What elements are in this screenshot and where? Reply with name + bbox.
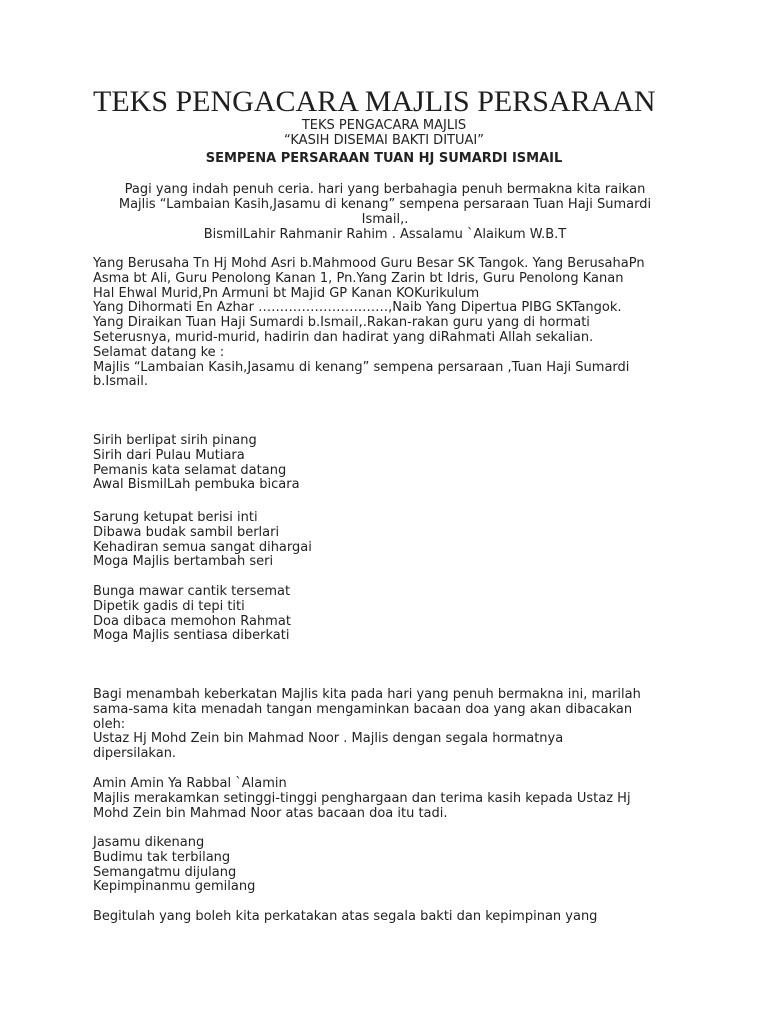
pantun-line: Sirih dari Pulau Mutiara bbox=[93, 447, 245, 463]
verse-line: Jasamu dikenang bbox=[93, 835, 205, 850]
doa-invite-paragraph bbox=[93, 688, 683, 762]
pantun-line: Moga Majlis bertambah seri bbox=[93, 554, 274, 570]
verse-block bbox=[93, 836, 683, 895]
greetings-line: Hal Ehwal Murid,Pn Armuni bt Majid GP Kanan KOKurikulum bbox=[93, 285, 480, 301]
pantun-line: Pemanis kata selamat datang bbox=[93, 462, 287, 478]
subtitle-3: SEMPENA PERSARAAN TUAN HJ SUMARDI ISMAIL bbox=[205, 151, 563, 166]
thanks-line: Amin Amin Ya Rabbal `Alamin bbox=[93, 776, 287, 791]
greetings-line: Yang Dihormati En Azhar …………………………,Naib Yang Dipertua PIBG SKTangok. bbox=[93, 300, 622, 316]
closing-line: Begitulah yang boleh kita perkatakan atas segala bakti dan kepimpinan yang bbox=[93, 909, 598, 924]
pantun-line: Dibawa budak sambil berlari bbox=[93, 524, 280, 540]
pantun-line: Bunga mawar cantik tersemat bbox=[93, 584, 291, 599]
verse-line: Semangatmu dijulang bbox=[93, 864, 237, 880]
greetings-line: Asma bt Ali, Guru Penolong Kanan 1, Pn.Yang Zarin bt Idris, Guru Penolong Kanan bbox=[93, 270, 624, 286]
opening-line: BismilLahir Rahmanir Rahim . Assalamu `Alaikum W.B.T bbox=[203, 227, 567, 242]
pantun-line: Moga Majlis sentiasa diberkati bbox=[93, 628, 290, 644]
verse-line: Budimu tak terbilang bbox=[93, 849, 231, 865]
pantun-line: Dipetik gadis di tepi titi bbox=[93, 598, 245, 614]
pantun-3 bbox=[93, 585, 683, 644]
greetings-line: Selamat datang ke : bbox=[93, 344, 225, 360]
opening-line: Ismail,. bbox=[361, 212, 409, 227]
greetings-paragraph bbox=[93, 257, 683, 390]
greetings-line: Majlis “Lambaian Kasih,Jasamu di kenang” sempena persaraan ,Tuan Haji Sumardi bbox=[93, 359, 630, 375]
doa-line: sama-sama kita menadah tangan mengaminkan bacaan doa yang akan dibacakan bbox=[93, 701, 633, 717]
subtitle-2: “KASIH DISEMAI BAKTI DITUAI” bbox=[284, 133, 484, 148]
greetings-line: Yang Berusaha Tn Hj Mohd Asri b.Mahmood Guru Besar SK Tangok. Yang BerusahaPn bbox=[93, 256, 645, 271]
greetings-line: Seterusnya, murid-murid, hadirin dan hadirat yang diRahmati Allah sekalian. bbox=[93, 329, 594, 345]
closing-paragraph bbox=[93, 910, 683, 925]
pantun-line: Awal BismilLah pembuka bicara bbox=[93, 477, 300, 493]
subtitle-1: TEKS PENGACARA MAJLIS bbox=[301, 118, 467, 133]
pantun-line: Sarung ketupat berisi inti bbox=[93, 510, 258, 525]
opening-line: Majlis “Lambaian Kasih,Jasamu di kenang” sempena persaraan Tuan Haji Sumardi bbox=[118, 197, 652, 212]
doa-line: Bagi menambah keberkatan Majlis kita pada hari yang penuh bermakna ini, marilah bbox=[93, 687, 641, 702]
thanks-paragraph bbox=[93, 777, 683, 821]
verse-line: Kepimpinanmu gemilang bbox=[93, 879, 256, 895]
greetings-line: Yang Diraikan Tuan Haji Sumardi b.Ismail,.Rakan-rakan guru yang di hormati bbox=[93, 315, 590, 331]
pantun-line: Sirih berlipat sirih pinang bbox=[93, 433, 257, 448]
doa-line: dipersilakan. bbox=[93, 746, 177, 762]
doa-line: oleh: bbox=[93, 716, 126, 732]
pantun-1 bbox=[93, 434, 683, 493]
opening-line: Pagi yang indah penuh ceria. hari yang berbahagia penuh bermakna kita raikan bbox=[124, 182, 646, 197]
pantun-line: Doa dibaca memohon Rahmat bbox=[93, 613, 291, 629]
thanks-line: Mohd Zein bin Mahmad Noor atas bacaan doa itu tadi. bbox=[93, 805, 448, 821]
opening-paragraph bbox=[95, 182, 675, 242]
thanks-line: Majlis merakamkan setinggi-tinggi penghargaan dan terima kasih kepada Ustaz Hj bbox=[93, 790, 631, 806]
document-title: TEKS PENGACARA MAJLIS PERSARAAN bbox=[93, 85, 656, 118]
greetings-line: b.Ismail. bbox=[93, 374, 148, 390]
pantun-line: Kehadiran semua sangat dihargai bbox=[93, 539, 312, 555]
doa-line: Ustaz Hj Mohd Zein bin Mahmad Noor . Majlis dengan segala hormatnya bbox=[93, 731, 564, 747]
pantun-2 bbox=[93, 511, 683, 570]
